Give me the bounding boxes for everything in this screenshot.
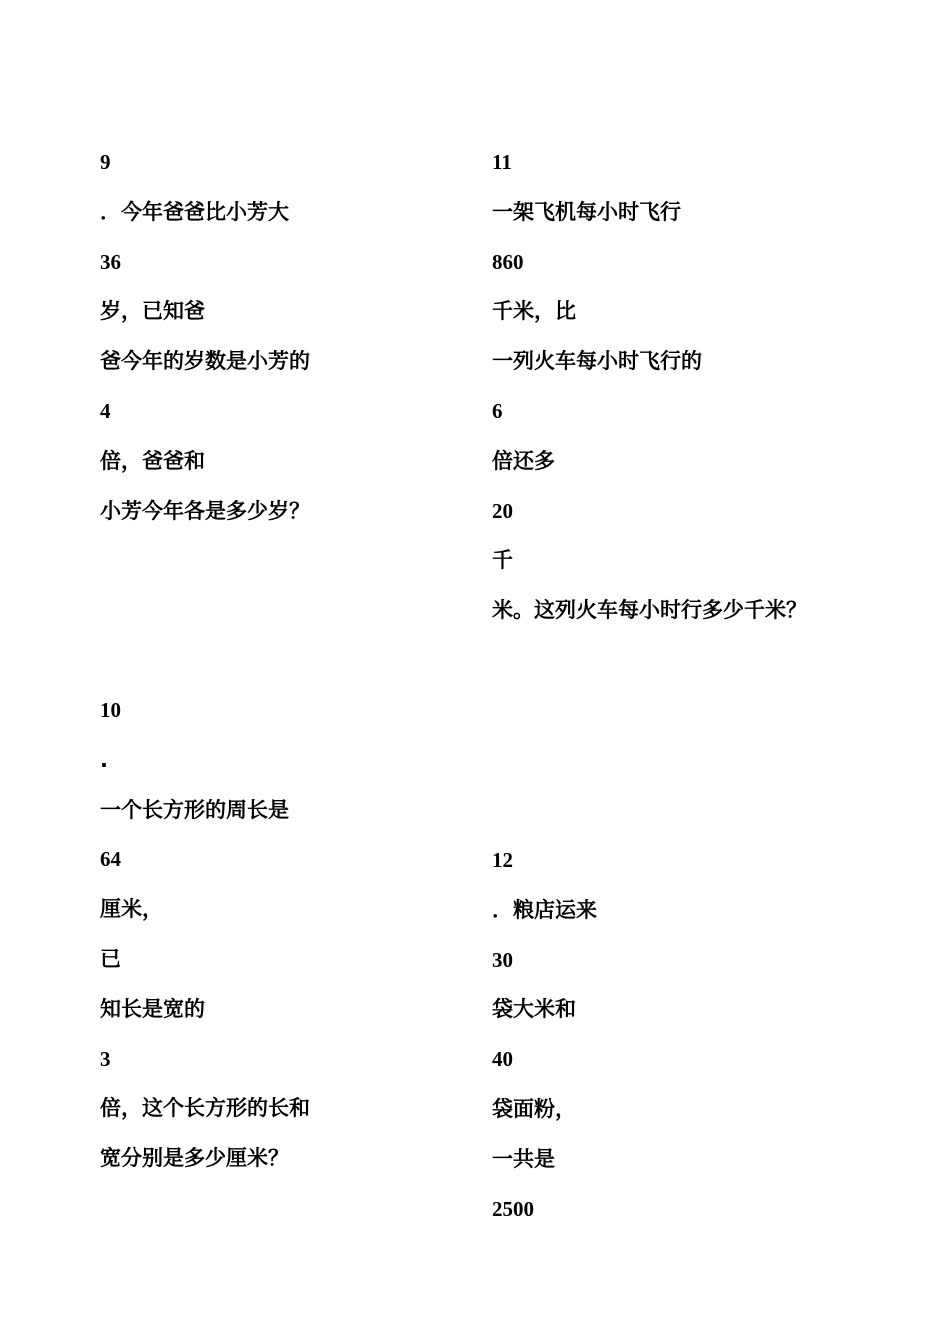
problem-number: 10	[100, 698, 121, 722]
problem-number: 11	[492, 150, 512, 174]
problem-number: 12	[492, 848, 513, 872]
problem-text: 爸今年的岁数是小芳的	[100, 349, 310, 374]
problem-11	[492, 150, 872, 648]
problem-value: 4	[100, 398, 111, 423]
problem-text: 一列火车每小时飞行的	[492, 349, 702, 374]
problem-text: ．粮店运来	[492, 897, 597, 922]
problem-text: 米。这列火车每小时行多少千米？	[492, 598, 807, 623]
problem-text: 小芳今年各是多少岁？	[100, 498, 310, 523]
problem-value: 36	[100, 249, 121, 274]
problem-text: 一个长方形的周长是	[100, 797, 289, 822]
problem-value: 860	[492, 249, 524, 274]
problem-text: ．今年爸爸比小芳大	[100, 199, 289, 224]
problem-text: 袋面粉，	[492, 1096, 576, 1121]
problem-value: 64	[100, 847, 121, 872]
problem-text: 已	[100, 946, 121, 971]
problem-text: 倍，爸爸和	[100, 448, 205, 473]
problem-text: 知长是宽的	[100, 996, 205, 1021]
problem-text: 一共是	[492, 1146, 555, 1171]
problem-text: 厘米，	[100, 897, 163, 922]
problem-10	[100, 698, 480, 1196]
problem-text: 倍还多	[492, 448, 555, 473]
problem-value: 30	[492, 947, 513, 972]
problem-value: 6	[492, 398, 503, 423]
problem-text: 一架飞机每小时飞行	[492, 199, 681, 224]
problem-text: 千	[492, 548, 513, 573]
problem-value: 2500	[492, 1196, 534, 1221]
problem-value: 20	[492, 498, 513, 523]
problem-text: 倍，这个长方形的长和	[100, 1096, 310, 1121]
problem-text: .	[100, 747, 108, 772]
problem-text: 袋大米和	[492, 997, 576, 1022]
problem-text: 岁，已知爸	[100, 299, 205, 324]
problem-number: 9	[100, 150, 111, 174]
problem-text: 千米，比	[492, 299, 576, 324]
problem-9	[100, 150, 480, 548]
problem-text: 宽分别是多少厘米？	[100, 1146, 289, 1171]
problem-12	[492, 848, 872, 1246]
problem-value: 3	[100, 1046, 111, 1071]
problem-value: 40	[492, 1047, 513, 1072]
